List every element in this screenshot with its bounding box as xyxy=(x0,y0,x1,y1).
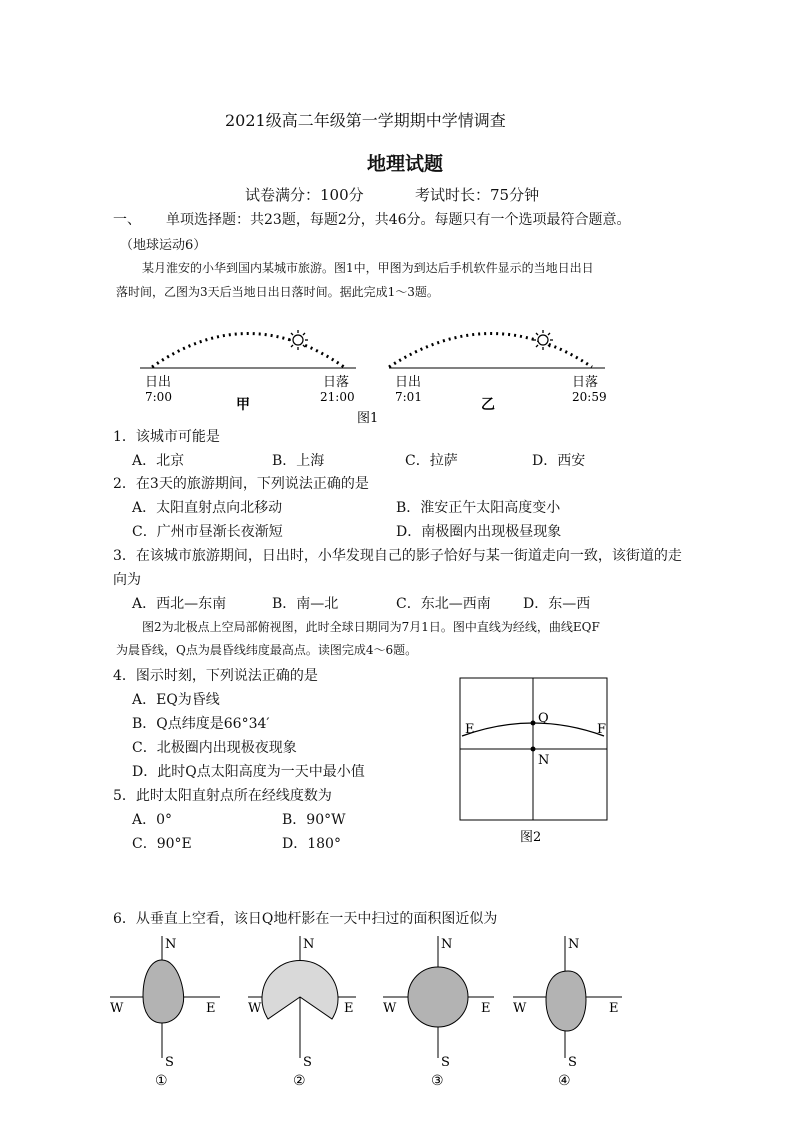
compass-n: N xyxy=(568,937,580,952)
sun-icon xyxy=(533,330,553,350)
compass-n: N xyxy=(303,937,315,952)
yi-sunset-label: 日落 xyxy=(572,375,599,390)
q4-stem: 4．图示时刻，下列说法正确的是 xyxy=(113,668,318,684)
q4-option-a[interactable]: A．EQ为昏线 xyxy=(132,692,220,708)
compass-e: E xyxy=(344,1001,354,1016)
jia-sunset-time: 21:00 xyxy=(320,390,355,404)
q6-option-3[interactable] xyxy=(383,936,494,1089)
q1-option-b[interactable]: B．上海 xyxy=(272,453,325,469)
option-label-2: ② xyxy=(293,1073,306,1089)
q3-option-d[interactable]: D．东—西 xyxy=(523,596,591,612)
compass-e: E xyxy=(206,1001,216,1016)
label-q: Q xyxy=(538,711,549,726)
sun-path-arc xyxy=(389,334,592,368)
shadow-area xyxy=(546,971,586,1031)
option-label-4: ④ xyxy=(558,1073,571,1089)
q5-stem: 5．此时太阳直射点所在经线度数为 xyxy=(113,788,332,804)
q3-stem-line1: 3．在该城市旅游期间，日出时，小华发现自己的影子恰好与某一街道走向一致，该街道的走 xyxy=(113,548,682,564)
yi-sunrise-label: 日出 xyxy=(395,375,422,390)
sun-icon xyxy=(288,330,308,350)
compass-s: S xyxy=(303,1055,312,1070)
compass-w: W xyxy=(383,1001,397,1016)
label-e: E xyxy=(465,722,475,737)
compass-w: W xyxy=(513,1001,527,1016)
q6-option-1[interactable] xyxy=(110,936,220,1089)
fig1-panel-jia xyxy=(140,330,356,413)
q3-stem-line2: 向为 xyxy=(113,572,141,588)
q5-option-c[interactable]: C．90°E xyxy=(132,836,192,852)
subject-title: 地理试题 xyxy=(367,153,444,175)
fig2-caption: 图2 xyxy=(520,830,542,845)
yi-label: 乙 xyxy=(481,397,495,413)
exam-title: 2021级高二年级第一学期期中学情调查 xyxy=(225,111,506,130)
yi-sunset-time: 20:59 xyxy=(572,390,607,404)
q2-option-c[interactable]: C．广州市昼渐长夜渐短 xyxy=(132,524,283,540)
passage2-line1: 图2为北极点上空局部俯视图，此时全球日期同为7月1日。图中直线为经线，曲线EQF xyxy=(142,620,600,634)
q2-option-a[interactable]: A．太阳直射点向北移动 xyxy=(132,500,283,516)
compass-e: E xyxy=(481,1001,491,1016)
q6-stem: 6．从垂直上空看，该日Q地杆影在一天中扫过的面积图近似为 xyxy=(113,911,498,927)
q6-option-4[interactable] xyxy=(513,936,622,1089)
compass-e: E xyxy=(609,1001,619,1016)
q5-option-d[interactable]: D．180° xyxy=(282,836,341,852)
q6-option-2[interactable] xyxy=(248,936,356,1089)
jia-sunset-label: 日落 xyxy=(323,375,350,390)
fig1-caption: 图1 xyxy=(357,411,379,426)
figure-1 xyxy=(0,310,794,440)
section-description: 单项选择题：共23题，每题2分，共46分。每题只有一个选项最符合题意。 xyxy=(166,212,631,228)
label-n: N xyxy=(538,753,550,768)
option-label-3: ③ xyxy=(431,1073,444,1089)
compass-w: W xyxy=(248,1001,262,1016)
q3-option-a[interactable]: A．西北—东南 xyxy=(132,596,227,612)
passage1-line1: 某月淮安的小华到国内某城市旅游。图1中，甲图为到达后手机软件显示的当地日出日 xyxy=(142,261,594,275)
option-label-1: ① xyxy=(155,1073,168,1089)
section-number: 一、 xyxy=(113,212,141,228)
q3-option-b[interactable]: B．南—北 xyxy=(272,596,339,612)
sun-path-arc xyxy=(152,334,344,368)
passage2-line2: 为晨昏线，Q点为晨昏线纬度最高点。读图完成4～6题。 xyxy=(116,643,418,657)
label-f: F xyxy=(597,722,607,737)
q1-stem: 1．该城市可能是 xyxy=(113,429,220,445)
q6-option-diagrams xyxy=(0,930,794,1090)
passage1-line2: 落时间，乙图为3天后当地日出日落时间。据此完成1～3题。 xyxy=(116,285,439,299)
compass-s: S xyxy=(165,1055,174,1070)
compass-n: N xyxy=(441,937,453,952)
compass-s: S xyxy=(441,1055,450,1070)
jia-label: 甲 xyxy=(236,397,250,413)
point-q xyxy=(531,721,536,726)
shadow-area xyxy=(408,967,468,1027)
q4-option-d[interactable]: D．此时Q点太阳高度为一天中最小值 xyxy=(132,764,365,780)
q2-stem: 2．在3天的旅游期间，下列说法正确的是 xyxy=(113,476,369,492)
compass-s: S xyxy=(568,1055,577,1070)
yi-sunrise-time: 7:01 xyxy=(395,390,422,404)
q1-option-c[interactable]: C．拉萨 xyxy=(405,453,458,469)
q2-option-b[interactable]: B．淮安正午太阳高度变小 xyxy=(396,500,561,516)
compass-n: N xyxy=(165,937,177,952)
q2-option-d[interactable]: D．南极圈内出现极昼现象 xyxy=(396,524,562,540)
point-n xyxy=(531,747,536,752)
figure-2 xyxy=(0,670,794,870)
compass-w: W xyxy=(110,1001,124,1016)
q1-option-d[interactable]: D．西安 xyxy=(532,453,586,469)
q3-option-c[interactable]: C．东北—西南 xyxy=(396,596,491,612)
q4-option-c[interactable]: C．北极圈内出现极夜现象 xyxy=(132,740,297,756)
q5-option-b[interactable]: B．90°W xyxy=(282,812,346,828)
jia-sunrise-time: 7:00 xyxy=(145,390,172,404)
full-score: 试卷满分：100分 xyxy=(245,186,364,204)
topic-label: （地球运动6） xyxy=(120,238,207,253)
shadow-area xyxy=(143,960,184,1023)
q5-option-a[interactable]: A．0° xyxy=(132,812,173,828)
q1-option-a[interactable]: A．北京 xyxy=(132,453,185,469)
exam-duration: 考试时长：75分钟 xyxy=(415,186,540,204)
q4-option-b[interactable]: B．Q点纬度是66°34′ xyxy=(132,716,270,732)
fig1-panel-yi xyxy=(389,330,607,413)
jia-sunrise-label: 日出 xyxy=(145,375,172,390)
